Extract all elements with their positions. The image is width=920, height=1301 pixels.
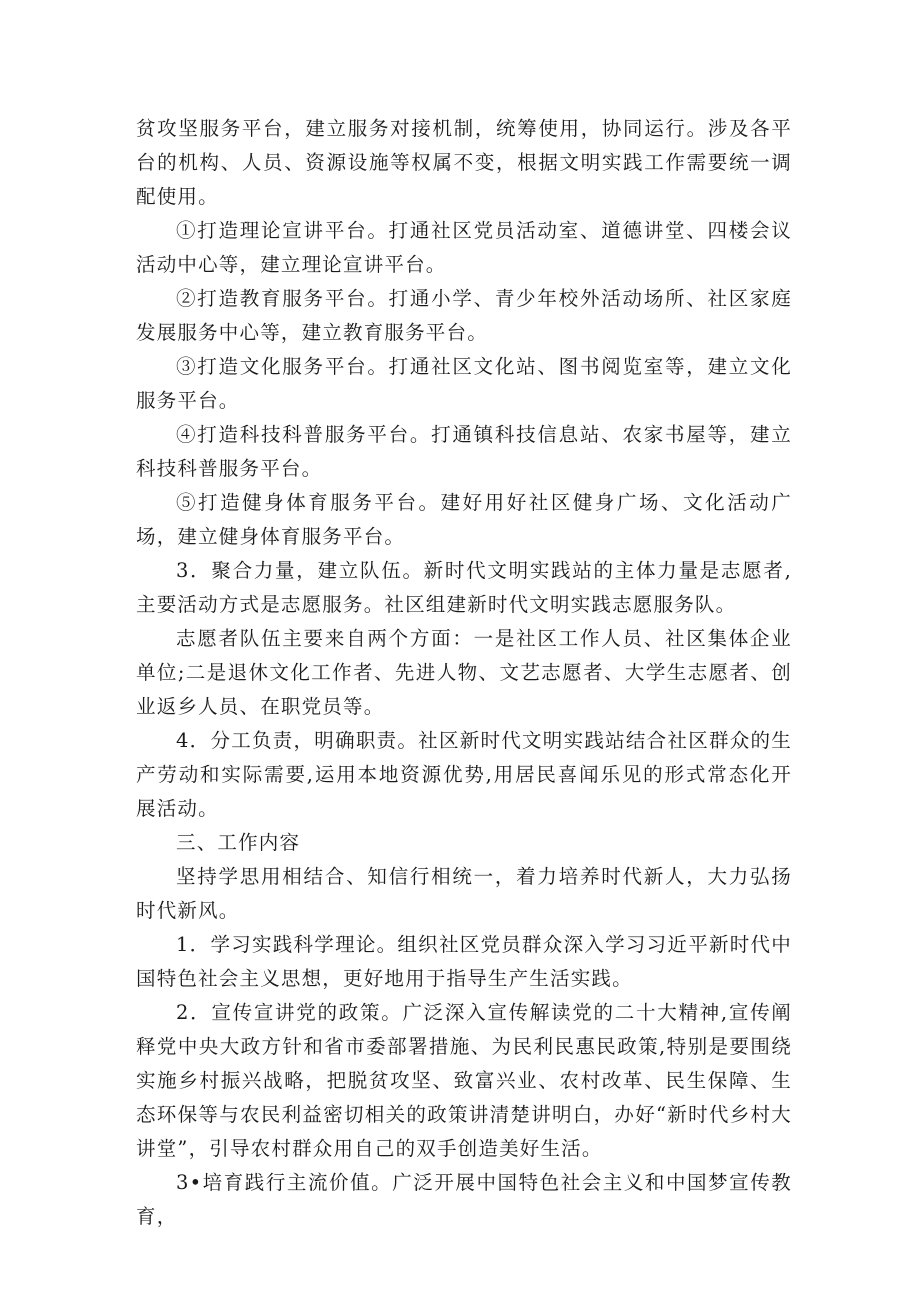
- paragraph-study-theory: 1．学习实践科学理论。组织社区党员群众深入学习习近平新时代中国特色社会主义思想，更好地用于指导生产生活实践。: [136, 933, 792, 990]
- section-heading-work-content: 三、工作内容: [176, 831, 301, 854]
- paragraph: 贫攻坚服务平台，建立服务对接机制，统筹使用，协同运行。涉及各平台的机构、人员、资源设施等权属不变，根据文明实践工作需要统一调配使用。: [136, 117, 792, 208]
- document-body: [136, 112, 792, 1234]
- paragraph-science-platform: ④打造科技科普服务平台。打通镇科技信息站、农家书屋等，建立科技科普服务平台。: [136, 423, 792, 480]
- paragraph-core-values: 3•培育践行主流价值。广泛开展中国特色社会主义和中国梦宣传教育，: [136, 1171, 792, 1228]
- paragraph-intro: 坚持学思用相结合、知信行相统一，着力培养时代新人，大力弘扬时代新风。: [136, 865, 792, 922]
- paragraph-education-platform: ②打造教育服务平台。打通小学、青少年校外活动场所、社区家庭发展服务中心等，建立教育服务平台。: [136, 287, 792, 344]
- paragraph-fitness-platform: ⑤打造健身体育服务平台。建好用好社区健身广场、文化活动广场，建立健身体育服务平台。: [136, 491, 792, 548]
- paragraph-policy-propaganda: 2．宣传宣讲党的政策。广泛深入宣传解读党的二十大精神,宣传阐释党中央大政方针和省市委部署措施、为民利民惠民政策,特别是要围绕实施乡村振兴战略，把脱贫攻坚、致富兴业、农村改革、民生保障、生态环保等与农民利益密切相关的政策讲清楚讲明白，办好“新时代乡村大讲堂”，引导农村群众用自己的双手创造美好生活。: [136, 1001, 792, 1160]
- paragraph-volunteer-sources: 志愿者队伍主要来自两个方面：一是社区工作人员、社区集体企业单位;二是退休文化工作者、先进人物、文艺志愿者、大学生志愿者、创业返乡人员、在职党员等。: [136, 627, 792, 718]
- paragraph-culture-platform: ③打造文化服务平台。打通社区文化站、图书阅览室等，建立文化服务平台。: [136, 355, 792, 412]
- paragraph-division-of-duties: 4．分工负责，明确职责。社区新时代文明实践站结合社区群众的生产劳动和实际需要,运用本地资源优势,用居民喜闻乐见的形式常态化开展活动。: [136, 729, 792, 820]
- paragraph-theory-platform: ①打造理论宣讲平台。打通社区党员活动室、道德讲堂、四楼会议活动中心等，建立理论宣讲平台。: [136, 219, 792, 276]
- paragraph-build-team: 3．聚合力量，建立队伍。新时代文明实践站的主体力量是志愿者,主要活动方式是志愿服务。社区组建新时代文明实践志愿服务队。: [136, 559, 792, 616]
